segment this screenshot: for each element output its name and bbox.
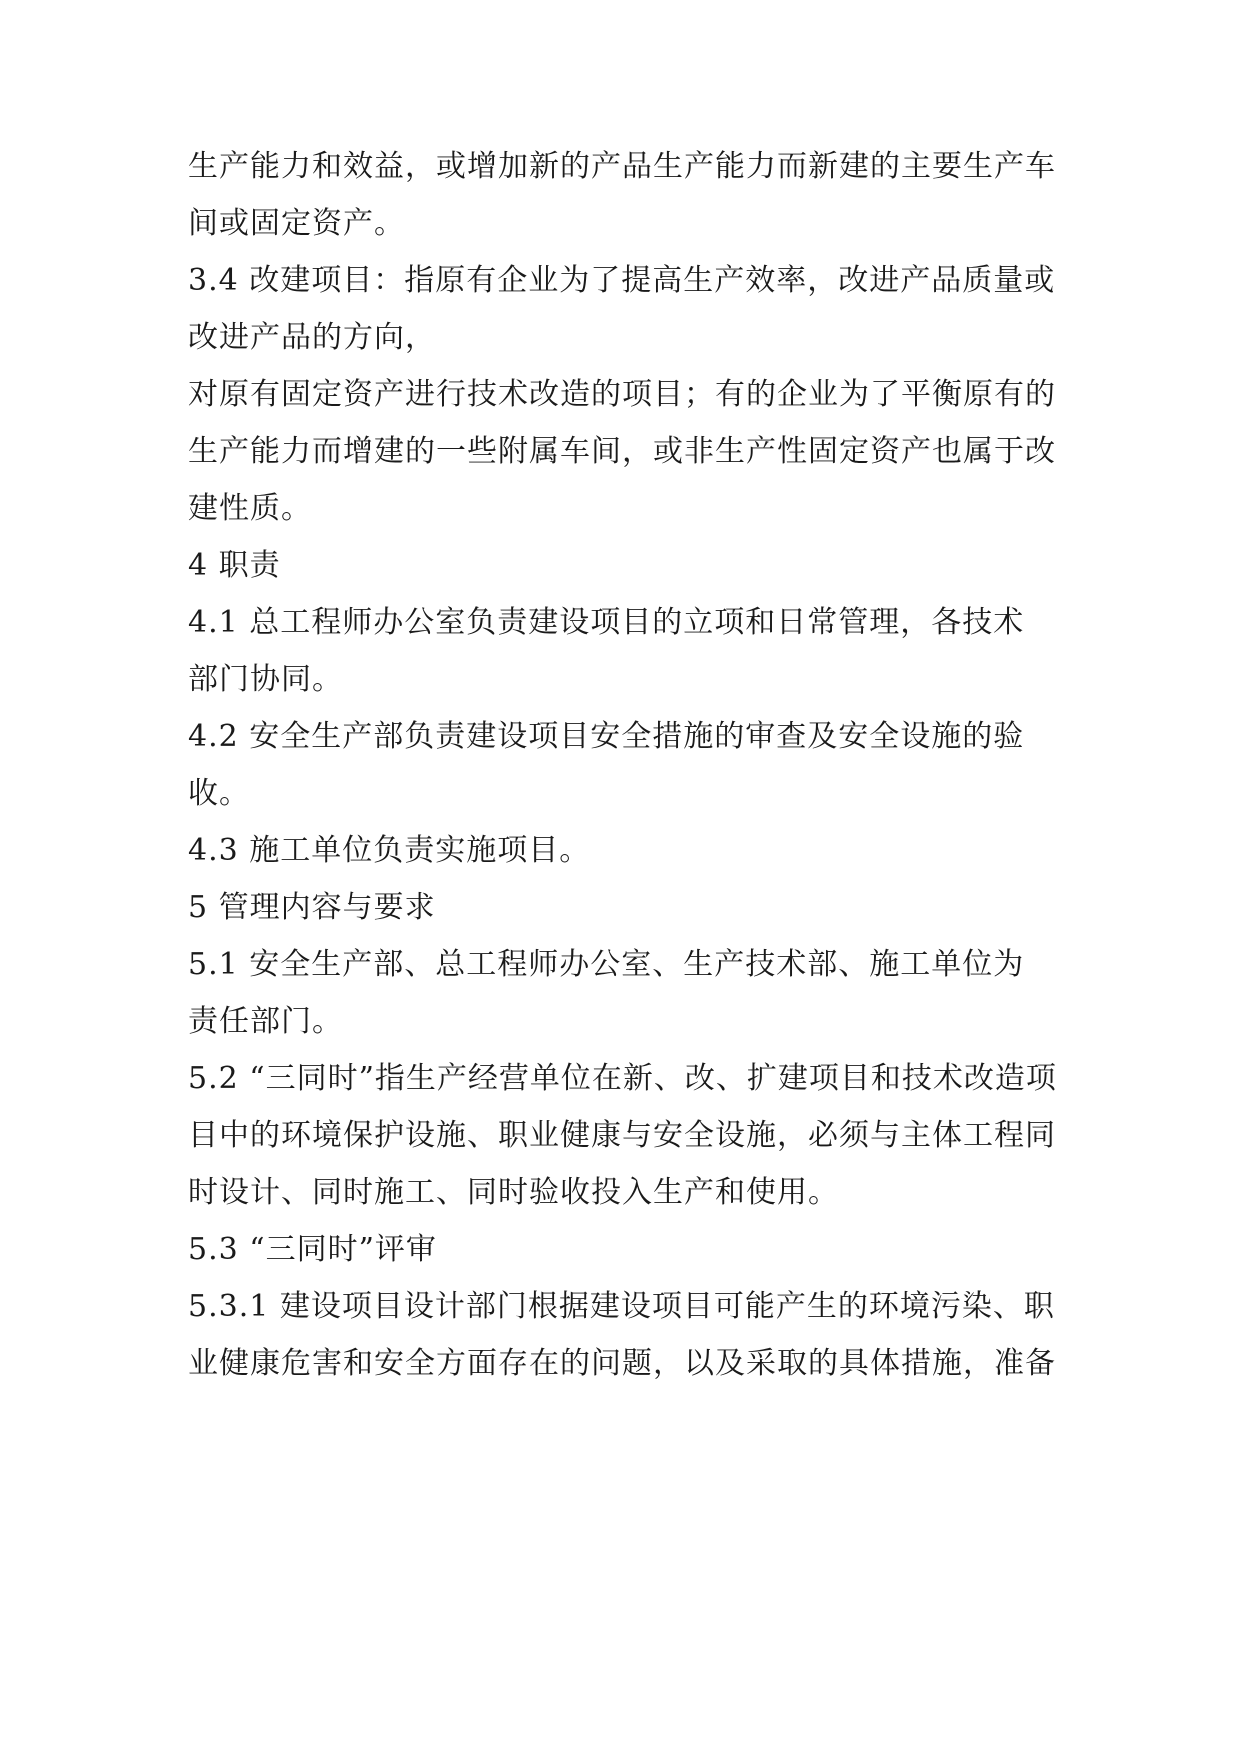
text-line: 建性质。: [188, 491, 312, 526]
text-line: 间或固定资产。: [188, 206, 405, 241]
text-line: 部门协同。: [188, 662, 343, 697]
text-line: 生产能力和效益，或增加新的产品生产能力而新建的主要生产车: [188, 149, 1056, 184]
text-line: 5.2 “三同时”指生产经营单位在新、改、扩建项目和技术改造项: [188, 1061, 1057, 1096]
text-line: 收。: [188, 776, 250, 811]
text-line: 责任部门。: [188, 1004, 343, 1039]
text-line: 生产能力而增建的一些附属车间，或非生产性固定资产也属于改: [188, 434, 1056, 469]
section-heading: 4 职责: [188, 548, 281, 583]
text-line: 对原有固定资产进行技术改造的项目；有的企业为了平衡原有的: [188, 377, 1056, 412]
text-line: 5.3.1 建设项目设计部门根据建设项目可能产生的环境污染、职: [188, 1289, 1055, 1324]
section-heading: 5 管理内容与要求: [188, 890, 436, 925]
text-line: 时设计、同时施工、同时验收投入生产和使用。: [188, 1175, 839, 1210]
text-line: 目中的环境保护设施、职业健康与安全设施，必须与主体工程同: [188, 1118, 1056, 1153]
text-line: 3.4 改建项目：指原有企业为了提高生产效率，改进产品质量或: [188, 263, 1056, 298]
text-line: 5.1 安全生产部、总工程师办公室、生产技术部、施工单位为: [188, 947, 1025, 982]
subsection-heading: 5.3 “三同时”评审: [188, 1232, 437, 1267]
text-line: 业健康危害和安全方面存在的问题，以及采取的具体措施，准备: [188, 1346, 1056, 1381]
text-line: 改进产品的方向，: [188, 320, 436, 355]
text-line: 4.1 总工程师办公室负责建设项目的立项和日常管理，各技术: [188, 605, 1025, 640]
text-line: 4.2 安全生产部负责建设项目安全措施的审查及安全设施的验: [188, 719, 1025, 754]
text-line: 4.3 施工单位负责实施项目。: [188, 833, 591, 868]
